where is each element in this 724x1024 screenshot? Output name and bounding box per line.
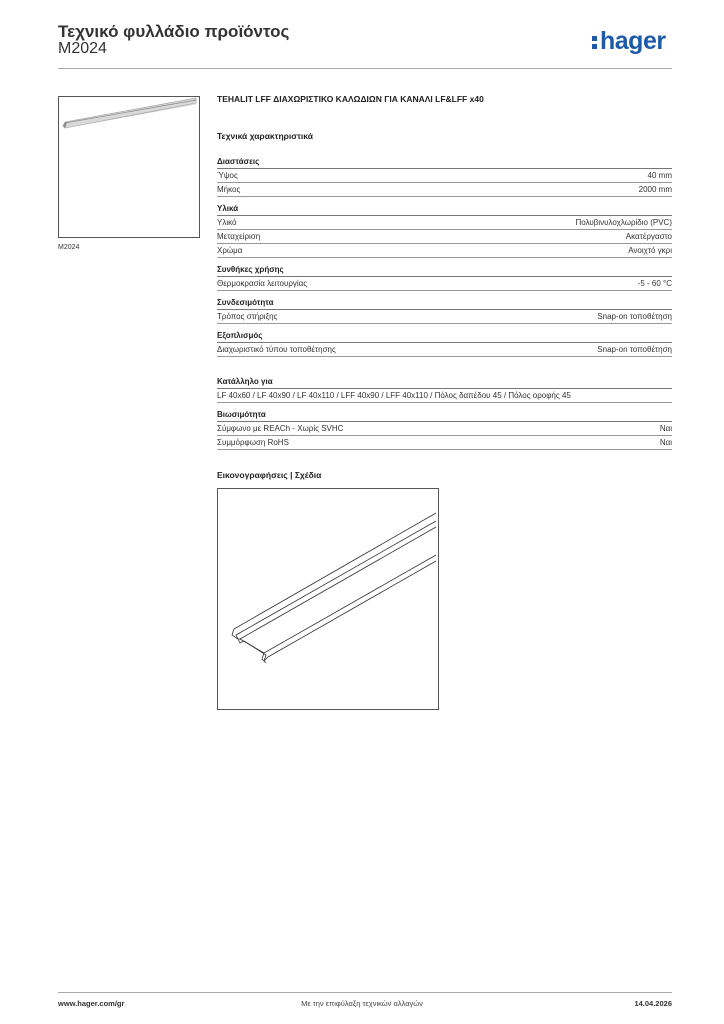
spec-row	[217, 230, 672, 244]
group-connectivity	[217, 298, 672, 324]
group-equipment	[217, 331, 672, 357]
spec-row	[217, 310, 672, 324]
group-title: Συνδεσιμότητα	[217, 298, 672, 310]
header-divider	[58, 68, 672, 69]
spec-key: Τρόπος στήριξης	[217, 312, 278, 321]
spec-key: Θερμοκρασία λειτουργίας	[217, 279, 308, 288]
spec-key: Ύψος	[217, 171, 238, 180]
hager-logo	[592, 26, 666, 56]
spec-key: Μεταχείριση	[217, 232, 261, 241]
spec-row	[217, 216, 672, 230]
group-title: Εξοπλισμός	[217, 331, 672, 343]
group-title: Κατάλληλο για	[217, 377, 672, 389]
footer-date: 14.04.2026	[634, 999, 672, 1008]
spec-value: Ακατέργαστο	[625, 232, 672, 241]
product-title: TEHALIT LFF ΔΙΑΧΩΡΙΣΤΙΚΟ ΚΑΛΩΔΙΩΝ ΓΙΑ ΚΑΝΑΛΙ LF&LFF x40	[217, 94, 484, 104]
document-title: Τεχνικό φυλλάδιο προϊόντος	[58, 22, 290, 41]
group-materials	[217, 204, 672, 258]
spec-key: Σύμφωνο με REACh - Χωρίς SVHC	[217, 424, 344, 433]
spec-row	[217, 343, 672, 357]
group-title: Βιωσιμότητα	[217, 410, 672, 422]
group-title: Υλικά	[217, 204, 672, 216]
spec-row	[217, 169, 672, 183]
spec-key: Μήκος	[217, 185, 241, 194]
footer-website: www.hager.com/gr	[58, 999, 125, 1008]
group-sustainability	[217, 410, 672, 450]
spec-value: Ανοιχτό γκρι	[628, 246, 672, 255]
spec-value: -5 - 60 °C	[637, 279, 672, 288]
spec-row	[217, 422, 672, 436]
compatible-products: LF 40x60 / LF 40x90 / LF 40x110 / LFF 40x90 / LFF 40x110 / Πόλος δαπέδου 45 / Πόλος οροφής 45	[217, 391, 571, 400]
footer-divider	[58, 992, 672, 993]
group-suitable	[217, 377, 672, 403]
spec-row	[217, 277, 672, 291]
technical-drawing	[217, 488, 439, 710]
group-conditions	[217, 265, 672, 291]
spec-key: Υλικό	[217, 218, 237, 227]
spec-value: Snap-on τοποθέτηση	[597, 345, 672, 354]
product-photo-icon	[59, 97, 199, 237]
footer-notice: Με την επιφύλαξη τεχνικών αλλαγών	[301, 999, 423, 1008]
spec-key: Χρώμα	[217, 246, 243, 255]
product-thumbnail	[58, 96, 200, 238]
spec-value: Ναι	[659, 438, 672, 447]
spec-row	[217, 244, 672, 258]
spec-row	[217, 389, 672, 403]
group-dimensions	[217, 157, 672, 197]
thumbnail-caption: M2024	[58, 244, 80, 251]
spec-value: Ναι	[659, 424, 672, 433]
logo-dots-icon	[592, 26, 598, 56]
spec-value: 40 mm	[647, 171, 672, 180]
spec-value: Snap-on τοποθέτηση	[597, 312, 672, 321]
product-reference: M2024	[58, 40, 107, 57]
spec-value: 2000 mm	[638, 185, 672, 194]
logo-text: hager	[600, 27, 666, 55]
spec-value: Πολυβινυλοχλωρίδιο (PVC)	[575, 218, 672, 227]
divider-profile-drawing-icon	[218, 489, 438, 709]
group-title: Συνθήκες χρήσης	[217, 265, 672, 277]
spec-row	[217, 436, 672, 450]
spec-key: Διαχωριστικό τύπου τοποθέτησης	[217, 345, 336, 354]
group-title: Διαστάσεις	[217, 157, 672, 169]
spec-row	[217, 183, 672, 197]
spec-key: Συμμόρφωση RoHS	[217, 438, 289, 447]
specs-title: Τεχνικά χαρακτηριστικά	[217, 131, 313, 141]
illustrations-title: Εικονογραφήσεις | Σχέδια	[217, 470, 322, 480]
product-details	[217, 94, 672, 710]
